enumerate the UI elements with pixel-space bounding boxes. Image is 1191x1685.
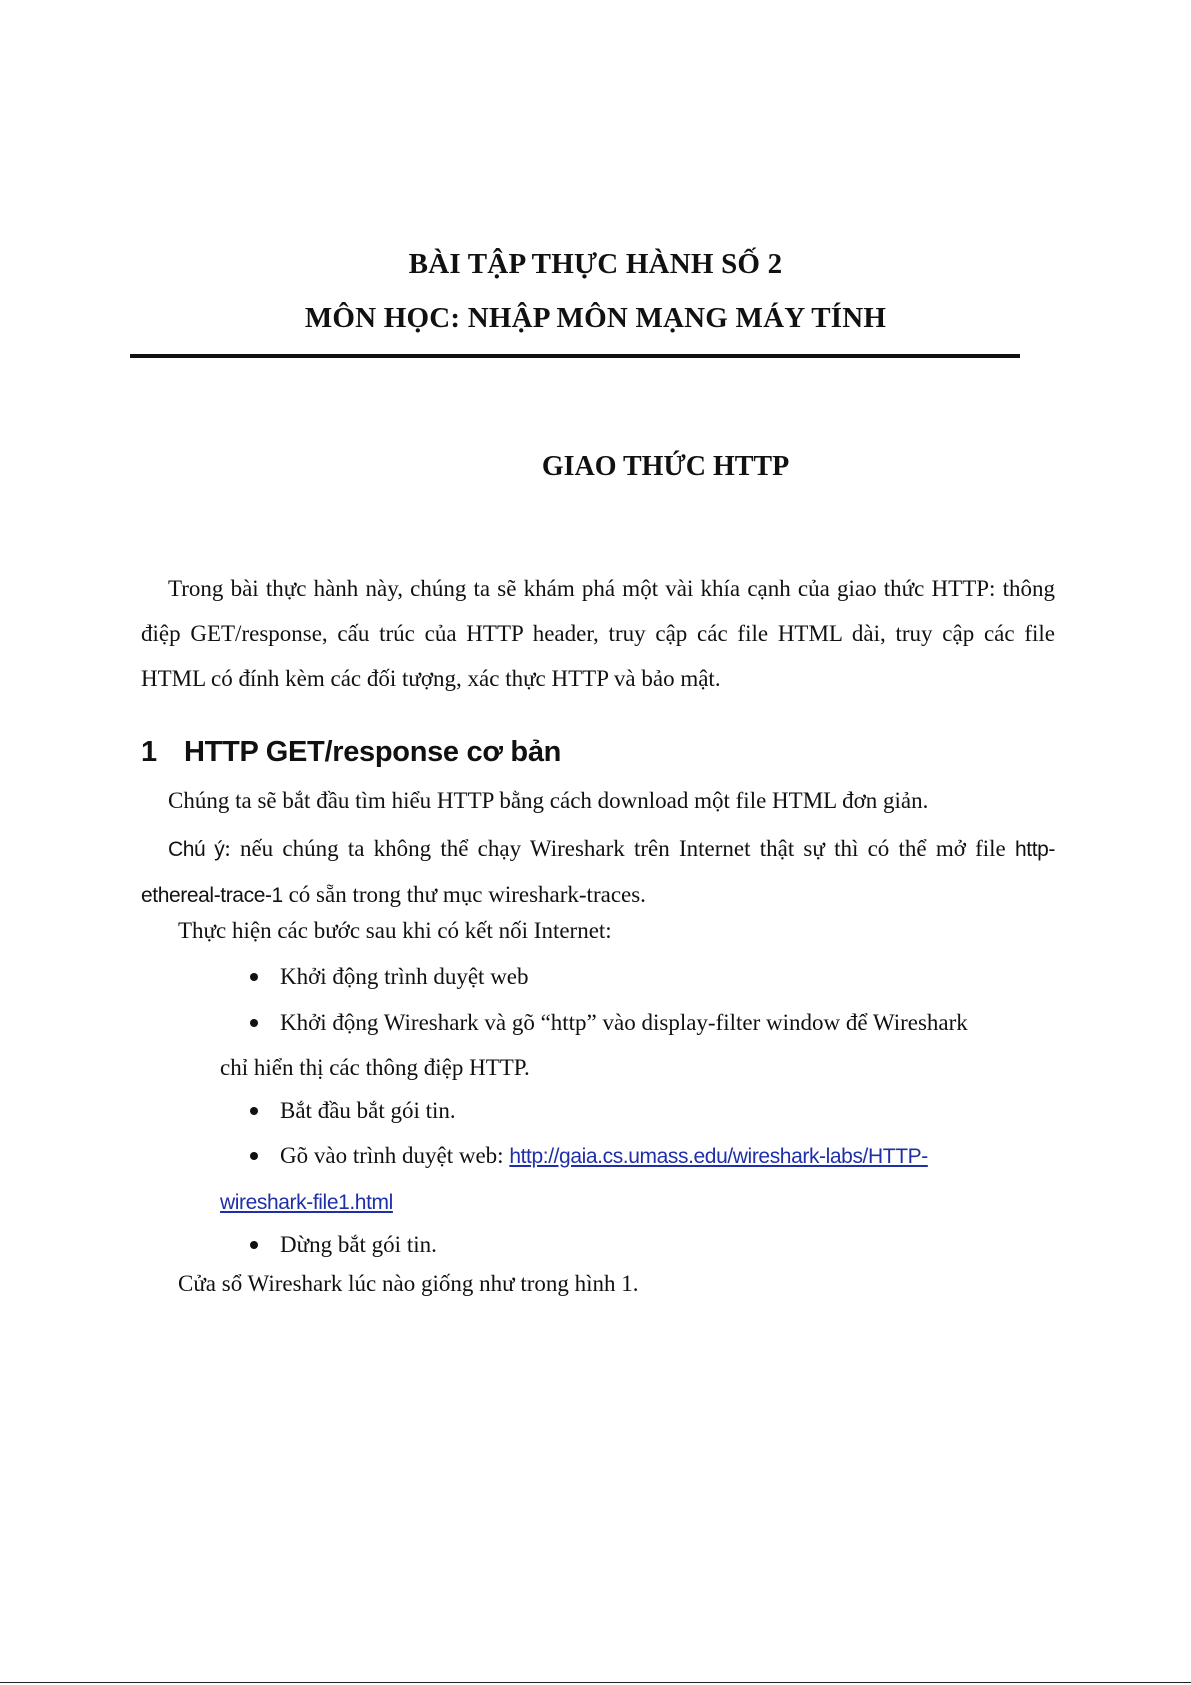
step-2-text-b: chỉ hiển thị các thông điệp HTTP. — [220, 1055, 530, 1080]
wireshark-file-link[interactable]: http://gaia.cs.umass.edu/wireshark-labs/HTTP- — [509, 1145, 928, 1168]
step-5-text: Dừng bắt gói tin. — [220, 1222, 1058, 1267]
section-title: HTTP GET/response cơ bản — [184, 736, 562, 768]
note-text-1: : nếu chúng ta không thể chạy Wireshark trên Internet thật sự thì có thể mở file — [224, 836, 1015, 861]
intro-paragraph — [141, 566, 1055, 701]
note-paragraph — [141, 826, 1055, 918]
wireshark-file-link-continued[interactable]: wireshark-file1.html — [220, 1191, 393, 1214]
note-text-2: có sẵn trong thư mục wireshark-traces. — [282, 882, 646, 907]
list-item — [220, 1000, 1058, 1090]
section-intro-paragraph: Chúng ta sẽ bắt đầu tìm hiểu HTTP bằng cách download một file HTML đơn giản. — [168, 788, 929, 813]
lab-subtitle: GIAO THỨC HTTP — [541, 451, 790, 482]
list-item — [220, 954, 1058, 999]
section-heading — [141, 732, 561, 772]
list-item — [220, 1088, 1058, 1133]
step-4-line-1 — [220, 1133, 1058, 1179]
document-title-line-2: MÔN HỌC: NHẬP MÔN MẠNG MÁY TÍNH — [304, 302, 887, 334]
step-3-text: Bắt đầu bắt gói tin. — [220, 1088, 1058, 1133]
step-2-text-a: Khởi động Wireshark và gõ “http” vào display-filter window để Wireshark — [220, 1000, 1058, 1045]
step-4-text: Gõ vào trình duyệt web: — [280, 1143, 510, 1168]
list-item — [220, 1222, 1058, 1267]
section-number: 1 — [141, 736, 157, 768]
title-divider — [130, 354, 1020, 358]
step-1-text: Khởi động trình duyệt web — [220, 954, 1058, 999]
document-title-line-1: BÀI TẬP THỰC HÀNH SỐ 2 — [408, 248, 783, 280]
page-footer-divider — [0, 1682, 1191, 1683]
intro-text: Trong bài thực hành này, chúng ta sẽ khám phá một vài khía cạnh của giao thức HTTP: thông điệp GET/response, cấu trúc của HTTP header, truy cập các file HTML dài, truy cập các file HTML có đính kèm các đối tượng, xác thực HTTP và bảo mật. — [141, 576, 1055, 691]
note-label: Chú ý — [168, 838, 225, 861]
window-note: Cửa sổ Wireshark lúc nào giống như trong hình 1. — [178, 1271, 639, 1296]
steps-intro: Thực hiện các bước sau khi có kết nối Internet: — [178, 918, 612, 943]
trace-file-name: http-ethereal-trace-1 — [141, 838, 1056, 907]
list-item — [220, 1133, 1058, 1225]
